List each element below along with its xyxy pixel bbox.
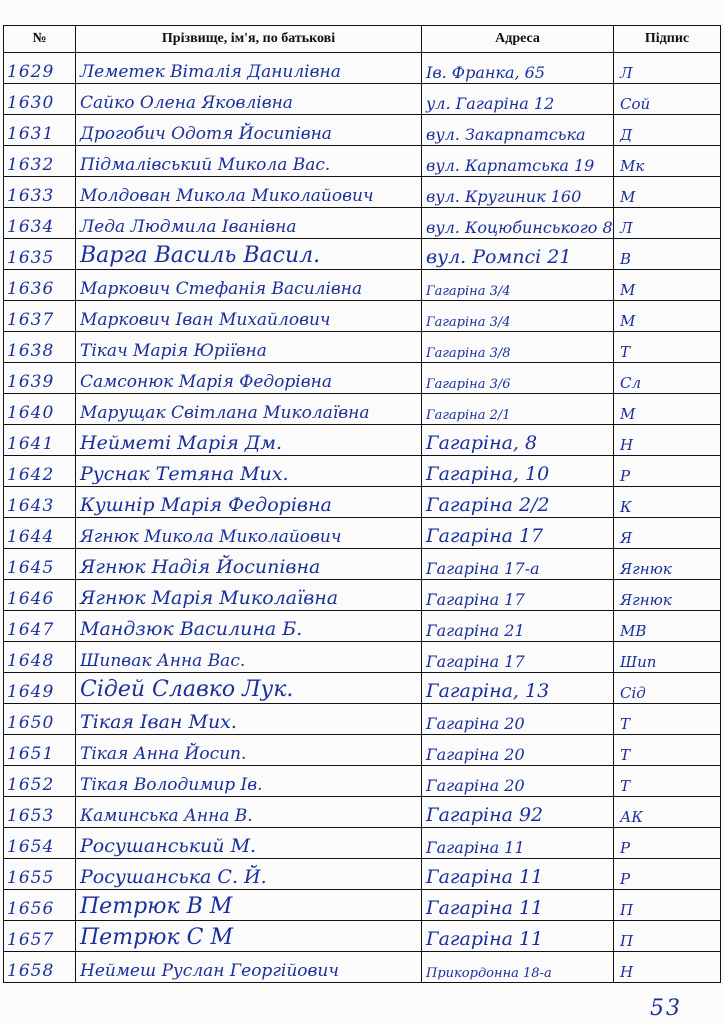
row-number: 1637 bbox=[7, 310, 55, 330]
row-name: Сайко Олена Яковлівна bbox=[80, 93, 293, 113]
row-address: Гагаріна 2/1 bbox=[426, 408, 511, 423]
column-header-name: Прізвище, ім'я, по батькові bbox=[76, 26, 422, 53]
row-address: Гагаріна, 13 bbox=[426, 680, 550, 702]
row-address: Гагаріна 11 bbox=[426, 866, 544, 888]
row-address-cell bbox=[422, 53, 614, 84]
row-address: Гагаріна, 8 bbox=[426, 432, 538, 454]
row-signature: Я bbox=[620, 529, 633, 547]
row-number: 1629 bbox=[7, 62, 55, 82]
row-signature: Л bbox=[620, 64, 633, 82]
row-signature-cell bbox=[614, 394, 721, 425]
table-row bbox=[4, 146, 721, 177]
row-signature: М bbox=[620, 312, 636, 330]
row-number: 1633 bbox=[7, 186, 55, 206]
row-address: Гагаріна 20 bbox=[426, 714, 525, 733]
row-signature: Сід bbox=[620, 684, 646, 702]
row-number-cell bbox=[4, 952, 76, 983]
row-number: 1638 bbox=[7, 341, 55, 361]
row-number: 1643 bbox=[7, 496, 55, 516]
row-name: Шипвак Анна Вас. bbox=[80, 651, 246, 671]
row-number: 1650 bbox=[7, 713, 55, 733]
row-address: вул. Закарпатська bbox=[426, 125, 586, 144]
row-address-cell bbox=[422, 673, 614, 704]
table-row bbox=[4, 518, 721, 549]
row-address-cell bbox=[422, 270, 614, 301]
row-name: Тікая Володимир Ів. bbox=[80, 775, 263, 795]
row-address: Гагаріна, 10 bbox=[426, 463, 550, 485]
row-number-cell bbox=[4, 859, 76, 890]
row-address: Гагаріна 21 bbox=[426, 621, 525, 640]
row-name-cell bbox=[76, 611, 422, 642]
table-row bbox=[4, 270, 721, 301]
row-signature: Р bbox=[620, 467, 631, 485]
table-row bbox=[4, 673, 721, 704]
row-name-cell bbox=[76, 673, 422, 704]
row-name: Ягнюк Микола Миколайович bbox=[80, 527, 342, 547]
row-address-cell bbox=[422, 332, 614, 363]
row-name-cell bbox=[76, 270, 422, 301]
row-number: 1644 bbox=[7, 527, 55, 547]
row-address: вул. Коцюбинського 8 bbox=[426, 218, 613, 237]
row-number-cell bbox=[4, 797, 76, 828]
row-address-cell bbox=[422, 890, 614, 921]
row-name-cell bbox=[76, 921, 422, 952]
column-header-signature: Підпис bbox=[614, 26, 721, 53]
row-signature-cell bbox=[614, 518, 721, 549]
row-number: 1645 bbox=[7, 558, 55, 578]
row-address-cell bbox=[422, 239, 614, 270]
row-name: Мандзюк Василина Б. bbox=[80, 618, 303, 640]
table-row bbox=[4, 580, 721, 611]
row-number: 1653 bbox=[7, 806, 55, 826]
row-name: Маркович Іван Михайлович bbox=[80, 310, 331, 330]
row-signature-cell bbox=[614, 177, 721, 208]
row-address: Гагаріна 11 bbox=[426, 897, 544, 919]
row-address: Гагаріна 3/6 bbox=[426, 377, 511, 392]
row-signature: АК bbox=[620, 808, 643, 826]
row-name-cell bbox=[76, 53, 422, 84]
row-signature: М bbox=[620, 281, 636, 299]
row-number: 1642 bbox=[7, 465, 55, 485]
row-signature: Н bbox=[620, 436, 634, 454]
row-signature-cell bbox=[614, 797, 721, 828]
row-signature-cell bbox=[614, 704, 721, 735]
table-row bbox=[4, 394, 721, 425]
row-name-cell bbox=[76, 332, 422, 363]
row-name-cell bbox=[76, 208, 422, 239]
table-row bbox=[4, 642, 721, 673]
row-number-cell bbox=[4, 580, 76, 611]
row-number-cell bbox=[4, 177, 76, 208]
row-number: 1646 bbox=[7, 589, 55, 609]
table-row bbox=[4, 177, 721, 208]
row-number-cell bbox=[4, 84, 76, 115]
row-number-cell bbox=[4, 425, 76, 456]
row-address-cell bbox=[422, 518, 614, 549]
row-name-cell bbox=[76, 518, 422, 549]
row-name-cell bbox=[76, 301, 422, 332]
row-name: Росушанська С. Й. bbox=[80, 866, 267, 888]
row-address-cell bbox=[422, 611, 614, 642]
row-signature: П bbox=[620, 932, 634, 950]
row-address-cell bbox=[422, 425, 614, 456]
table-row bbox=[4, 301, 721, 332]
row-name: Тікая Анна Йосип. bbox=[80, 744, 247, 764]
row-address-cell bbox=[422, 828, 614, 859]
row-name: Леда Людмила Іванівна bbox=[80, 217, 297, 237]
row-number-cell bbox=[4, 642, 76, 673]
row-address-cell bbox=[422, 580, 614, 611]
row-name: Леметек Віталія Данилівна bbox=[80, 62, 341, 82]
row-signature: Р bbox=[620, 839, 631, 857]
row-name: Маркович Стефанія Василівна bbox=[80, 279, 363, 299]
row-number-cell bbox=[4, 487, 76, 518]
row-address-cell bbox=[422, 115, 614, 146]
row-address: ул. Гагаріна 12 bbox=[426, 94, 555, 113]
row-name: Росушанський М. bbox=[80, 835, 257, 857]
row-number: 1652 bbox=[7, 775, 55, 795]
table-row bbox=[4, 84, 721, 115]
row-number-cell bbox=[4, 394, 76, 425]
row-number: 1635 bbox=[7, 248, 55, 268]
row-address-cell bbox=[422, 549, 614, 580]
table-row bbox=[4, 890, 721, 921]
row-name-cell bbox=[76, 456, 422, 487]
row-name-cell bbox=[76, 704, 422, 735]
row-name-cell bbox=[76, 828, 422, 859]
row-signature-cell bbox=[614, 425, 721, 456]
row-address: Гагаріна 17-а bbox=[426, 559, 540, 578]
row-name-cell bbox=[76, 363, 422, 394]
table-row bbox=[4, 859, 721, 890]
row-number-cell bbox=[4, 518, 76, 549]
table-row bbox=[4, 487, 721, 518]
table-row bbox=[4, 363, 721, 394]
row-name: Неймеш Руслан Георгійович bbox=[80, 961, 339, 981]
row-name: Молдован Микола Миколайович bbox=[80, 186, 374, 206]
row-number: 1651 bbox=[7, 744, 55, 764]
row-number-cell bbox=[4, 549, 76, 580]
row-signature: Т bbox=[620, 777, 631, 795]
row-signature-cell bbox=[614, 921, 721, 952]
row-address-cell bbox=[422, 146, 614, 177]
row-signature: Шип bbox=[620, 653, 657, 671]
row-address: Гагаріна 3/4 bbox=[426, 315, 511, 330]
row-address-cell bbox=[422, 859, 614, 890]
row-address: Гагаріна 17 bbox=[426, 525, 544, 547]
row-name: Руснак Тетяна Мих. bbox=[80, 463, 289, 485]
row-name-cell bbox=[76, 549, 422, 580]
row-number-cell bbox=[4, 146, 76, 177]
column-header-number: № bbox=[4, 26, 76, 53]
row-signature-cell bbox=[614, 642, 721, 673]
table-row bbox=[4, 332, 721, 363]
row-name-cell bbox=[76, 177, 422, 208]
row-signature: К bbox=[620, 498, 632, 516]
row-name-cell bbox=[76, 642, 422, 673]
row-signature: Сл bbox=[620, 374, 642, 392]
row-number-cell bbox=[4, 332, 76, 363]
row-signature: М bbox=[620, 405, 636, 423]
row-address: Гагаріна 92 bbox=[426, 804, 544, 826]
row-name-cell bbox=[76, 890, 422, 921]
row-number: 1636 bbox=[7, 279, 55, 299]
column-header-address: Адреса bbox=[422, 26, 614, 53]
row-name: Сідей Славко Лук. bbox=[80, 677, 294, 702]
row-signature-cell bbox=[614, 611, 721, 642]
row-address: Гагаріна 17 bbox=[426, 652, 525, 671]
row-name-cell bbox=[76, 115, 422, 146]
row-number-cell bbox=[4, 53, 76, 84]
row-signature-cell bbox=[614, 84, 721, 115]
row-name-cell bbox=[76, 735, 422, 766]
row-number-cell bbox=[4, 456, 76, 487]
table-row bbox=[4, 53, 721, 84]
row-address: вул. Кругиник 160 bbox=[426, 187, 582, 206]
row-name-cell bbox=[76, 859, 422, 890]
row-number-cell bbox=[4, 828, 76, 859]
row-signature-cell bbox=[614, 673, 721, 704]
row-address-cell bbox=[422, 735, 614, 766]
row-number: 1648 bbox=[7, 651, 55, 671]
row-signature: Д bbox=[620, 126, 633, 144]
row-address: Гагаріна 11 bbox=[426, 838, 525, 857]
row-name: Каминська Анна В. bbox=[80, 806, 253, 826]
row-signature-cell bbox=[614, 208, 721, 239]
row-name-cell bbox=[76, 952, 422, 983]
row-signature-cell bbox=[614, 270, 721, 301]
row-name: Самсонюк Марія Федорівна bbox=[80, 372, 332, 392]
row-address-cell bbox=[422, 921, 614, 952]
row-signature: Ягнюк bbox=[620, 560, 672, 578]
row-signature-cell bbox=[614, 487, 721, 518]
row-signature: Т bbox=[620, 746, 631, 764]
row-address-cell bbox=[422, 766, 614, 797]
row-number: 1639 bbox=[7, 372, 55, 392]
table-row bbox=[4, 456, 721, 487]
row-signature-cell bbox=[614, 301, 721, 332]
row-name: Ягнюк Надія Йосипівна bbox=[80, 556, 321, 578]
table-row bbox=[4, 425, 721, 456]
row-name: Нейметі Марія Дм. bbox=[80, 432, 283, 454]
row-address: вул. Карпатська 19 bbox=[426, 156, 595, 175]
row-address: Гагаріна 11 bbox=[426, 928, 544, 950]
row-number-cell bbox=[4, 735, 76, 766]
row-name: Дрогобич Одотя Йосипівна bbox=[80, 124, 332, 144]
row-address-cell bbox=[422, 208, 614, 239]
row-address-cell bbox=[422, 487, 614, 518]
table-row bbox=[4, 828, 721, 859]
table-row bbox=[4, 704, 721, 735]
table-row bbox=[4, 611, 721, 642]
row-number-cell bbox=[4, 611, 76, 642]
row-name: Тікач Марія Юріївна bbox=[80, 341, 267, 361]
row-signature-cell bbox=[614, 828, 721, 859]
row-address: Ів. Франка, 65 bbox=[426, 63, 546, 82]
row-signature: Л bbox=[620, 219, 633, 237]
row-number-cell bbox=[4, 704, 76, 735]
row-signature-cell bbox=[614, 952, 721, 983]
table-row bbox=[4, 208, 721, 239]
row-name-cell bbox=[76, 766, 422, 797]
table-row bbox=[4, 797, 721, 828]
row-signature-cell bbox=[614, 456, 721, 487]
row-signature: МВ bbox=[620, 622, 647, 640]
table-header-row bbox=[4, 26, 721, 53]
row-number: 1657 bbox=[7, 930, 55, 950]
table-row bbox=[4, 766, 721, 797]
row-address-cell bbox=[422, 456, 614, 487]
row-address: вул. Ромпсі 21 bbox=[426, 246, 572, 268]
row-signature-cell bbox=[614, 580, 721, 611]
row-name-cell bbox=[76, 797, 422, 828]
row-signature-cell bbox=[614, 735, 721, 766]
row-signature: Р bbox=[620, 870, 631, 888]
row-signature-cell bbox=[614, 146, 721, 177]
table-row bbox=[4, 952, 721, 983]
row-address: Гагаріна 3/8 bbox=[426, 346, 511, 361]
row-address: Гагаріна 2/2 bbox=[426, 494, 550, 516]
row-number: 1647 bbox=[7, 620, 55, 640]
row-signature-cell bbox=[614, 332, 721, 363]
row-number: 1631 bbox=[7, 124, 55, 144]
row-name: Підмалівський Микола Вас. bbox=[80, 155, 331, 175]
table-row bbox=[4, 239, 721, 270]
row-name-cell bbox=[76, 425, 422, 456]
row-signature-cell bbox=[614, 53, 721, 84]
row-address-cell bbox=[422, 952, 614, 983]
row-address: Гагаріна 3/4 bbox=[426, 284, 511, 299]
row-number: 1630 bbox=[7, 93, 55, 113]
row-address: Прикордонна 18-а bbox=[426, 966, 552, 981]
row-name-cell bbox=[76, 146, 422, 177]
row-signature-cell bbox=[614, 549, 721, 580]
row-address-cell bbox=[422, 704, 614, 735]
row-number-cell bbox=[4, 208, 76, 239]
row-signature: М bbox=[620, 188, 636, 206]
row-signature-cell bbox=[614, 859, 721, 890]
row-name: Тікая Іван Мих. bbox=[80, 711, 237, 733]
row-name-cell bbox=[76, 487, 422, 518]
row-number: 1640 bbox=[7, 403, 55, 423]
row-name-cell bbox=[76, 580, 422, 611]
row-signature: Ягнюк bbox=[620, 591, 672, 609]
row-name-cell bbox=[76, 394, 422, 425]
row-number-cell bbox=[4, 921, 76, 952]
table-row bbox=[4, 921, 721, 952]
row-number: 1634 bbox=[7, 217, 55, 237]
row-name: Кушнір Марія Федорівна bbox=[80, 494, 332, 516]
row-signature-cell bbox=[614, 239, 721, 270]
page-number: 53 bbox=[650, 996, 682, 1021]
row-number: 1641 bbox=[7, 434, 55, 454]
row-signature: Мк bbox=[620, 157, 645, 175]
row-address-cell bbox=[422, 363, 614, 394]
row-number-cell bbox=[4, 115, 76, 146]
row-number-cell bbox=[4, 673, 76, 704]
row-signature: Сой bbox=[620, 95, 651, 113]
row-name-cell bbox=[76, 84, 422, 115]
row-address-cell bbox=[422, 301, 614, 332]
row-address-cell bbox=[422, 797, 614, 828]
row-number: 1658 bbox=[7, 961, 55, 981]
row-name: Петрюк С М bbox=[80, 925, 234, 950]
row-signature: Т bbox=[620, 343, 631, 361]
row-signature: Н bbox=[620, 963, 634, 981]
row-address-cell bbox=[422, 642, 614, 673]
row-name: Петрюк В М bbox=[80, 894, 233, 919]
signature-table bbox=[3, 25, 721, 983]
row-address: Гагаріна 20 bbox=[426, 776, 525, 795]
row-number: 1655 bbox=[7, 868, 55, 888]
row-number: 1656 bbox=[7, 899, 55, 919]
table-row bbox=[4, 735, 721, 766]
row-signature-cell bbox=[614, 363, 721, 394]
row-number-cell bbox=[4, 766, 76, 797]
row-signature-cell bbox=[614, 766, 721, 797]
table-row bbox=[4, 549, 721, 580]
row-address-cell bbox=[422, 394, 614, 425]
row-address: Гагаріна 20 bbox=[426, 745, 525, 764]
row-number-cell bbox=[4, 301, 76, 332]
row-number-cell bbox=[4, 363, 76, 394]
row-name: Ягнюк Марія Миколаївна bbox=[80, 587, 339, 609]
row-number-cell bbox=[4, 270, 76, 301]
row-signature-cell bbox=[614, 115, 721, 146]
row-number-cell bbox=[4, 239, 76, 270]
row-address: Гагаріна 17 bbox=[426, 590, 525, 609]
row-number: 1654 bbox=[7, 837, 55, 857]
row-name-cell bbox=[76, 239, 422, 270]
row-number: 1649 bbox=[7, 682, 55, 702]
row-signature: В bbox=[620, 250, 632, 268]
row-address-cell bbox=[422, 84, 614, 115]
row-signature: Т bbox=[620, 715, 631, 733]
row-name: Марущак Світлана Миколаївна bbox=[80, 403, 370, 423]
row-name: Варга Василь Васил. bbox=[80, 243, 321, 268]
row-address-cell bbox=[422, 177, 614, 208]
row-signature-cell bbox=[614, 890, 721, 921]
row-number: 1632 bbox=[7, 155, 55, 175]
row-signature: П bbox=[620, 901, 634, 919]
row-number-cell bbox=[4, 890, 76, 921]
table-row bbox=[4, 115, 721, 146]
